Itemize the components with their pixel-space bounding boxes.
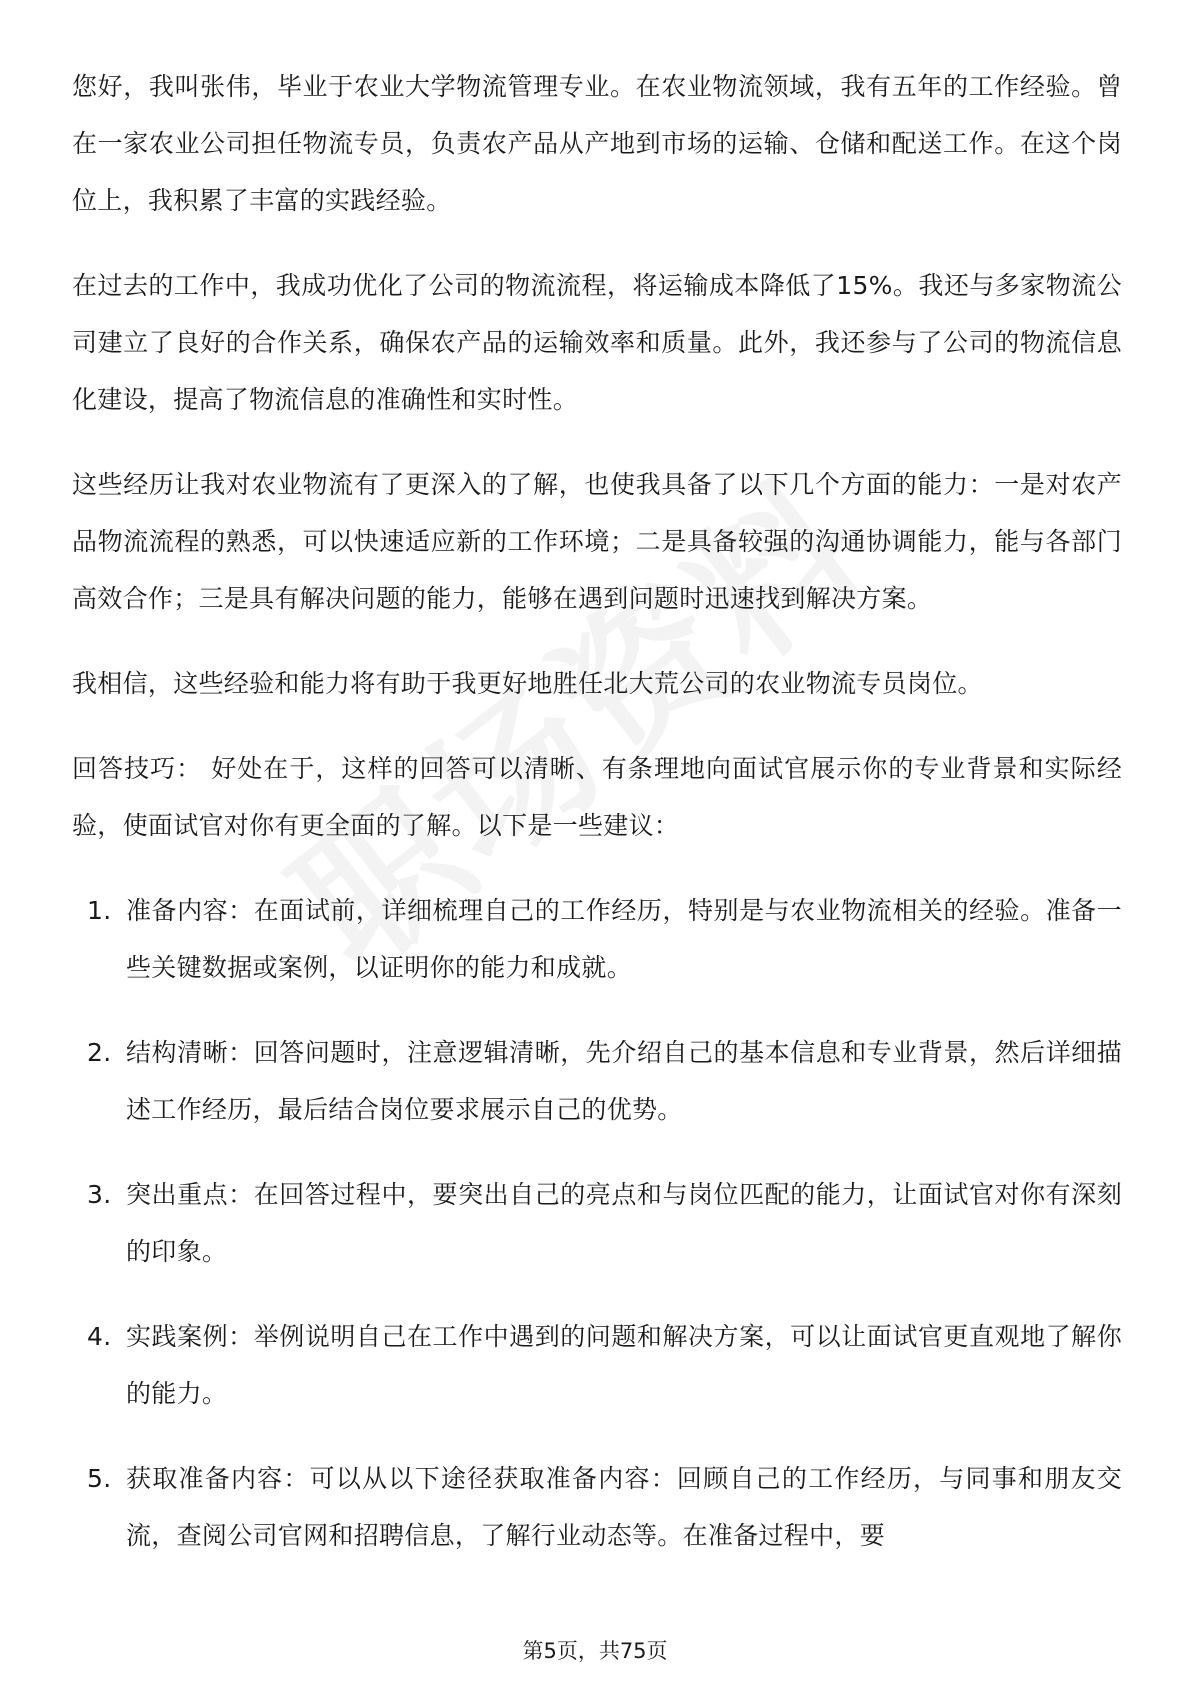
paragraph-abilities: 这些经历让我对农业物流有了更深入的了解，也使我具备了以下几个方面的能力：一是对农产品物流流程的熟悉，可以快速适应新的工作环境；二是具备较强的沟通协调能力，能与各部门高效合作；三是具有解决问题的能力，能够在遇到问题时迅速找到解决方案。 <box>72 470 1122 613</box>
list-item-number: 4. <box>87 1322 112 1351</box>
list-item-text: 实践案例：举例说明自己在工作中遇到的问题和解决方案，可以让面试官更直观地了解你的能力。 <box>126 1322 1122 1408</box>
list-item <box>72 1024 1122 1138</box>
paragraph-achievements: 在过去的工作中，我成功优化了公司的物流流程，将运输成本降低了15%。我还与多家物流公司建立了良好的合作关系，确保农产品的运输效率和质量。此外，我还参与了公司的物流信息化建设，提高了物流信息的准确性和实时性。 <box>72 271 1122 414</box>
paragraph-intro: 您好，我叫张伟，毕业于农业大学物流管理专业。在农业物流领域，我有五年的工作经验。曾在一家农业公司担任物流专员，负责农产品从产地到市场的运输、仓储和配送工作。在这个岗位上，我积累了丰富的实践经验。 <box>72 72 1122 215</box>
list-item-text: 准备内容：在面试前，详细梳理自己的工作经历，特别是与农业物流相关的经验。准备一些关键数据或案例，以证明你的能力和成就。 <box>126 896 1122 982</box>
list-item <box>72 882 1122 996</box>
list-item <box>72 1308 1122 1422</box>
page-number: 第5页，共75页 <box>522 1639 668 1663</box>
document-body <box>72 58 1122 1592</box>
list-item-number: 5. <box>87 1464 112 1493</box>
list-item <box>72 1450 1122 1564</box>
paragraph-answer-tips: 回答技巧： 好处在于，这样的回答可以清晰、有条理地向面试官展示你的专业背景和实际经验，使面试官对你有更全面的了解。以下是一些建议： <box>72 754 1122 840</box>
list-item <box>72 1166 1122 1280</box>
paragraph-conclusion: 我相信，这些经验和能力将有助于我更好地胜任北大荒公司的农业物流专员岗位。 <box>72 669 983 698</box>
list-item-text: 结构清晰：回答问题时，注意逻辑清晰，先介绍自己的基本信息和专业背景，然后详细描述工作经历，最后结合岗位要求展示自己的优势。 <box>126 1038 1122 1124</box>
list-item-text: 突出重点：在回答过程中，要突出自己的亮点和与岗位匹配的能力，让面试官对你有深刻的印象。 <box>126 1180 1122 1266</box>
list-item-number: 2. <box>87 1038 112 1067</box>
list-item-text: 获取准备内容：可以从以下途径获取准备内容：回顾自己的工作经历，与同事和朋友交流，查阅公司官网和招聘信息，了解行业动态等。在准备过程中，要 <box>126 1464 1122 1550</box>
list-item-number: 3. <box>87 1180 112 1209</box>
tips-list <box>72 882 1122 1564</box>
list-item-number: 1. <box>87 896 112 925</box>
